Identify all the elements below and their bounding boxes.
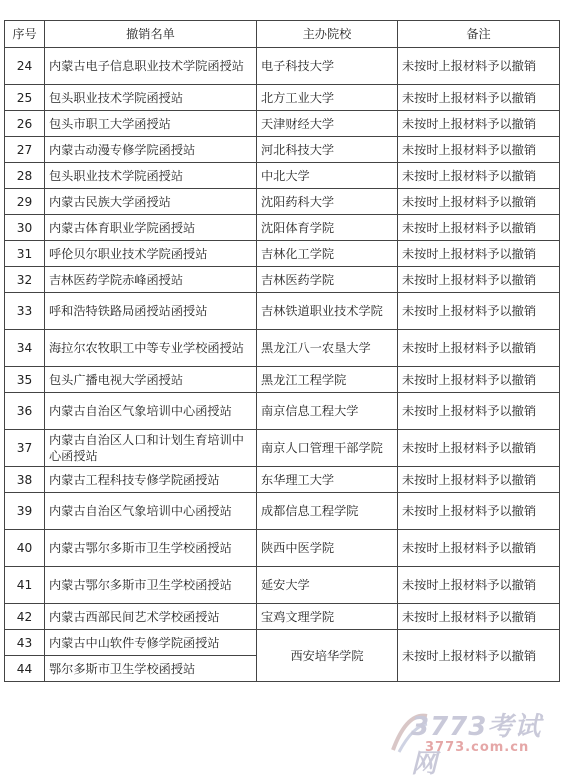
header-host-school: 主办院校 bbox=[257, 21, 398, 48]
revocation-table bbox=[4, 20, 560, 682]
station-name: 鄂尔多斯市卫生学校函授站 bbox=[45, 656, 257, 682]
row-number: 39 bbox=[5, 493, 45, 530]
host-school-merged: 西安培华学院 bbox=[257, 630, 398, 682]
row-number: 24 bbox=[5, 48, 45, 85]
host-school: 吉林铁道职业技术学院 bbox=[257, 293, 398, 330]
row-number: 44 bbox=[5, 656, 45, 682]
row-number: 35 bbox=[5, 367, 45, 393]
table-row bbox=[5, 189, 560, 215]
host-school: 吉林医药学院 bbox=[257, 267, 398, 293]
table-row bbox=[5, 111, 560, 137]
table-row bbox=[5, 85, 560, 111]
row-number: 26 bbox=[5, 111, 45, 137]
remark: 未按时上报材料予以撤销 bbox=[398, 267, 560, 293]
remark: 未按时上报材料予以撤销 bbox=[398, 467, 560, 493]
station-name: 内蒙古工程科技专修学院函授站 bbox=[45, 467, 257, 493]
row-number: 27 bbox=[5, 137, 45, 163]
station-name: 内蒙古鄂尔多斯市卫生学校函授站 bbox=[45, 530, 257, 567]
row-number: 38 bbox=[5, 467, 45, 493]
station-name: 内蒙古自治区气象培训中心函授站 bbox=[45, 393, 257, 430]
host-school: 沈阳体育学院 bbox=[257, 215, 398, 241]
host-school: 吉林化工学院 bbox=[257, 241, 398, 267]
row-number: 41 bbox=[5, 567, 45, 604]
table-row bbox=[5, 567, 560, 604]
station-name: 内蒙古动漫专修学院函授站 bbox=[45, 137, 257, 163]
row-number: 43 bbox=[5, 630, 45, 656]
host-school: 东华理工大学 bbox=[257, 467, 398, 493]
host-school: 宝鸡文理学院 bbox=[257, 604, 398, 630]
host-school: 黑龙江工程学院 bbox=[257, 367, 398, 393]
host-school: 沈阳药科大学 bbox=[257, 189, 398, 215]
row-number: 42 bbox=[5, 604, 45, 630]
remark: 未按时上报材料予以撤销 bbox=[398, 163, 560, 189]
remark: 未按时上报材料予以撤销 bbox=[398, 85, 560, 111]
remark: 未按时上报材料予以撤销 bbox=[398, 604, 560, 630]
row-number: 30 bbox=[5, 215, 45, 241]
station-name: 内蒙古民族大学函授站 bbox=[45, 189, 257, 215]
host-school: 陕西中医学院 bbox=[257, 530, 398, 567]
site-watermark bbox=[389, 706, 549, 779]
table-row bbox=[5, 267, 560, 293]
table-row bbox=[5, 604, 560, 630]
host-school: 延安大学 bbox=[257, 567, 398, 604]
station-name: 内蒙古电子信息职业技术学院函授站 bbox=[45, 48, 257, 85]
station-name: 内蒙古鄂尔多斯市卫生学校函授站 bbox=[45, 567, 257, 604]
station-name: 内蒙古西部民间艺术学校函授站 bbox=[45, 604, 257, 630]
row-number: 36 bbox=[5, 393, 45, 430]
row-number: 31 bbox=[5, 241, 45, 267]
table-row bbox=[5, 241, 560, 267]
table-row bbox=[5, 367, 560, 393]
remark: 未按时上报材料予以撤销 bbox=[398, 189, 560, 215]
remark: 未按时上报材料予以撤销 bbox=[398, 493, 560, 530]
remark: 未按时上报材料予以撤销 bbox=[398, 330, 560, 367]
watermark-url: 3773.com.cn bbox=[425, 740, 530, 755]
remark: 未按时上报材料予以撤销 bbox=[398, 293, 560, 330]
header-remark: 备注 bbox=[398, 21, 560, 48]
remark: 未按时上报材料予以撤销 bbox=[398, 393, 560, 430]
host-school: 天津财经大学 bbox=[257, 111, 398, 137]
remark: 未按时上报材料予以撤销 bbox=[398, 48, 560, 85]
table-row bbox=[5, 393, 560, 430]
host-school: 南京人口管理干部学院 bbox=[257, 430, 398, 467]
host-school: 南京信息工程大学 bbox=[257, 393, 398, 430]
table-row bbox=[5, 48, 560, 85]
table-row bbox=[5, 630, 560, 656]
swoosh-logo-icon bbox=[389, 706, 429, 756]
station-name: 呼伦贝尔职业技术学院函授站 bbox=[45, 241, 257, 267]
table-row bbox=[5, 430, 560, 467]
remark: 未按时上报材料予以撤销 bbox=[398, 241, 560, 267]
table-row bbox=[5, 467, 560, 493]
host-school: 成都信息工程学院 bbox=[257, 493, 398, 530]
table-row bbox=[5, 137, 560, 163]
station-name: 内蒙古体育职业学院函授站 bbox=[45, 215, 257, 241]
row-number: 34 bbox=[5, 330, 45, 367]
table-header-row bbox=[5, 21, 560, 48]
station-name: 海拉尔农牧职工中等专业学校函授站 bbox=[45, 330, 257, 367]
station-name: 内蒙古中山软件专修学院函授站 bbox=[45, 630, 257, 656]
host-school: 黑龙江八一农垦大学 bbox=[257, 330, 398, 367]
row-number: 29 bbox=[5, 189, 45, 215]
station-name: 包头市职工大学函授站 bbox=[45, 111, 257, 137]
remark: 未按时上报材料予以撤销 bbox=[398, 530, 560, 567]
station-name: 呼和浩特铁路局函授站函授站 bbox=[45, 293, 257, 330]
remark-merged: 未按时上报材料予以撤销 bbox=[398, 630, 560, 682]
table-row bbox=[5, 215, 560, 241]
header-revoked-list: 撤销名单 bbox=[45, 21, 257, 48]
row-number: 40 bbox=[5, 530, 45, 567]
station-name: 内蒙古自治区人口和计划生育培训中心函授站 bbox=[45, 430, 257, 467]
host-school: 中北大学 bbox=[257, 163, 398, 189]
station-name: 包头广播电视大学函授站 bbox=[45, 367, 257, 393]
station-name: 吉林医药学院赤峰函授站 bbox=[45, 267, 257, 293]
table-row bbox=[5, 330, 560, 367]
remark: 未按时上报材料予以撤销 bbox=[398, 430, 560, 467]
host-school: 北方工业大学 bbox=[257, 85, 398, 111]
station-name: 包头职业技术学院函授站 bbox=[45, 85, 257, 111]
table-row bbox=[5, 163, 560, 189]
remark: 未按时上报材料予以撤销 bbox=[398, 137, 560, 163]
row-number: 33 bbox=[5, 293, 45, 330]
watermark-logo-text: 3773考试网 bbox=[411, 712, 542, 779]
table-row bbox=[5, 493, 560, 530]
table-row bbox=[5, 530, 560, 567]
host-school: 电子科技大学 bbox=[257, 48, 398, 85]
remark: 未按时上报材料予以撤销 bbox=[398, 367, 560, 393]
row-number: 25 bbox=[5, 85, 45, 111]
host-school: 河北科技大学 bbox=[257, 137, 398, 163]
remark: 未按时上报材料予以撤销 bbox=[398, 215, 560, 241]
station-name: 内蒙古自治区气象培训中心函授站 bbox=[45, 493, 257, 530]
remark: 未按时上报材料予以撤销 bbox=[398, 111, 560, 137]
row-number: 28 bbox=[5, 163, 45, 189]
header-number: 序号 bbox=[5, 21, 45, 48]
row-number: 32 bbox=[5, 267, 45, 293]
station-name: 包头职业技术学院函授站 bbox=[45, 163, 257, 189]
remark: 未按时上报材料予以撤销 bbox=[398, 567, 560, 604]
row-number: 37 bbox=[5, 430, 45, 467]
table-row bbox=[5, 293, 560, 330]
